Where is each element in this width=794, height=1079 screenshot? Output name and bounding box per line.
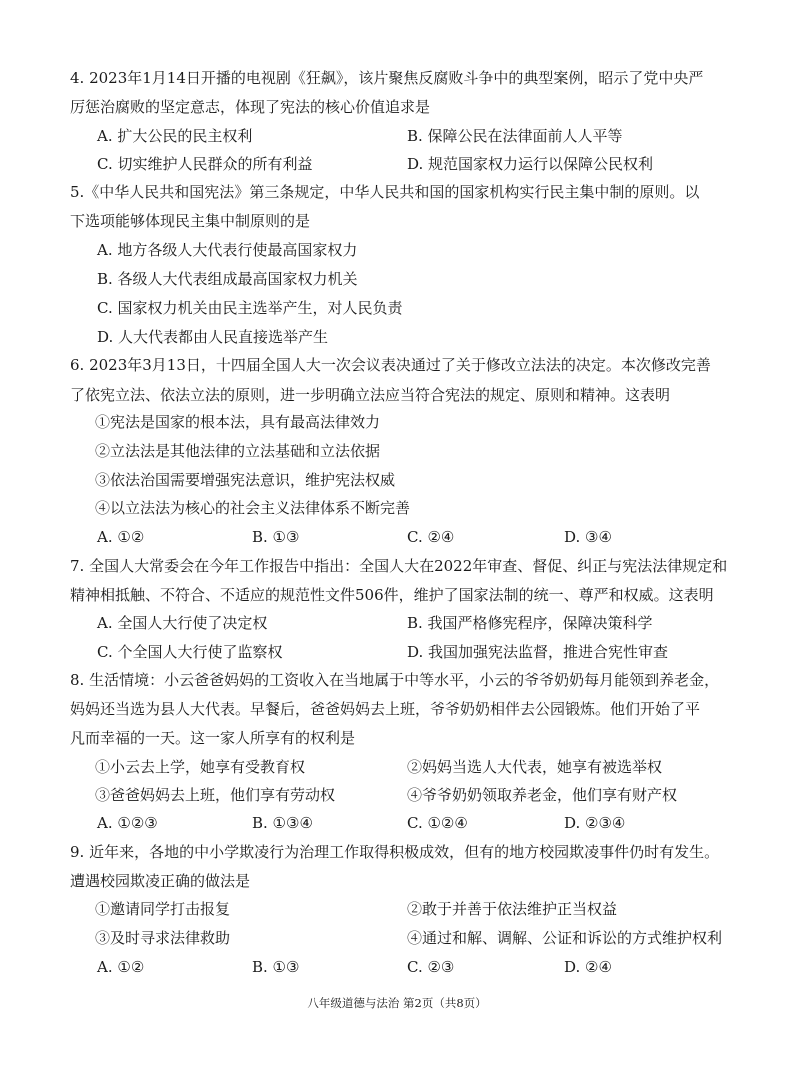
page-footer: 八年级道德与法治 第2页（共8页） — [307, 996, 487, 1010]
q8-statement-3: ③爸爸妈妈去上班，他们享有劳动权 — [95, 786, 336, 804]
q9-statement-4: ④通过和解、调解、公证和诉讼的方式维护权利 — [407, 929, 723, 947]
q8-option-a: A. ①②③ — [97, 814, 158, 832]
q6-statement-2: ②立法法是其他法律的立法基础和立法依据 — [95, 442, 381, 460]
q9-option-a: A. ①② — [97, 958, 145, 976]
q8-stem-line-2: 妈妈还当选为县人大代表。早餐后，爸爸妈妈去上班，爷爷奶奶相伴去公园锻炼。他们开始了平 — [70, 700, 701, 718]
q5-stem-line-1: 5.《中华人民共和国宪法》第三条规定，中华人民共和国的国家机构实行民主集中制的原则。以 — [70, 183, 700, 201]
q9-statement-2: ②敢于并善于依法维护正当权益 — [407, 900, 618, 918]
q5-stem-line-2: 下选项能够体现民主集中制原则的是 — [70, 212, 311, 230]
q6-option-a: A. ①② — [97, 528, 145, 546]
q8-stem-line-1: 8. 生活情境：小云爸爸妈妈的工资收入在当地属于中等水平，小云的爷爷奶奶每月能领到养老金， — [70, 671, 720, 689]
q8-option-d: D. ②③④ — [564, 814, 626, 832]
q6-stem-line-1: 6. 2023年3月13日，十四届全国人大一次会议表决通过了关于修改立法法的决定。本次修改完善 — [70, 356, 711, 374]
q8-statement-1: ①小云去上学，她享有受教育权 — [95, 758, 306, 776]
q4-stem-line-2: 厉惩治腐败的坚定意志，体现了宪法的核心价值追求是 — [70, 98, 431, 116]
q5-option-a: A. 地方各级人大代表行使最高国家权力 — [97, 241, 358, 259]
q4-option-c: C. 切实维护人民群众的所有利益 — [97, 155, 313, 173]
q7-option-b: B. 我国严格修宪程序，保障决策科学 — [407, 614, 653, 632]
q4-stem-line-1: 4. 2023年1月14日开播的电视剧《狂飙》，该片聚焦反腐败斗争中的典型案例，昭示了党中央严 — [70, 69, 704, 87]
q8-option-b: B. ①③④ — [252, 814, 313, 832]
q7-option-c: C. 个全国人大行使了监察权 — [97, 643, 283, 661]
q9-statement-1: ①邀请同学打击报复 — [95, 900, 231, 918]
q4-option-d: D. 规范国家权力运行以保障公民权利 — [407, 155, 654, 173]
q9-stem-line-2: 遭遇校园欺凌正确的做法是 — [70, 872, 251, 890]
q9-option-c: C. ②③ — [407, 958, 455, 976]
q9-stem-line-1: 9. 近年来，各地的中小学欺凌行为治理工作取得积极成效，但有的地方校园欺凌事件仍时有发生。 — [70, 843, 720, 861]
q7-stem-line-1: 7. 全国人大常委会在今年工作报告中指出：全国人大在2022年审查、督促、纠正与宪法法律规定和 — [70, 557, 728, 575]
q8-statement-4: ④爷爷奶奶领取养老金，他们享有财产权 — [407, 786, 678, 804]
q7-stem-line-2: 精神相抵触、不符合、不适应的规范性文件506件，维护了国家法制的统一、尊严和权威。这表明 — [70, 586, 714, 604]
q6-option-d: D. ③④ — [564, 528, 612, 546]
q8-statement-2: ②妈妈当选人大代表，她享有被选举权 — [407, 758, 663, 776]
q5-option-b: B. 各级人大代表组成最高国家权力机关 — [97, 270, 358, 288]
q7-option-a: A. 全国人大行使了决定权 — [97, 614, 268, 632]
q9-option-b: B. ①③ — [252, 958, 300, 976]
q6-stem-line-2: 了依宪立法、依法立法的原则，进一步明确立法应当符合宪法的规定、原则和精神。这表明 — [70, 386, 671, 404]
q8-option-c: C. ①②④ — [407, 814, 468, 832]
q9-statement-3: ③及时寻求法律救助 — [95, 929, 231, 947]
q6-statement-3: ③依法治国需要增强宪法意识，维护宪法权威 — [95, 471, 396, 489]
q4-option-b: B. 保障公民在法律面前人人平等 — [407, 127, 623, 145]
q7-option-d: D. 我国加强宪法监督，推进合宪性审查 — [407, 643, 669, 661]
q8-stem-line-3: 凡而幸福的一天。这一家人所享有的权利是 — [70, 729, 356, 747]
q9-option-d: D. ②④ — [564, 958, 612, 976]
q6-statement-4: ④以立法法为核心的社会主义法律体系不断完善 — [95, 499, 411, 517]
q6-statement-1: ①宪法是国家的根本法，具有最高法律效力 — [95, 413, 381, 431]
q5-option-d: D. 人大代表都由人民直接选举产生 — [97, 328, 329, 346]
q4-option-a: A. 扩大公民的民主权利 — [97, 127, 253, 145]
q6-option-c: C. ②④ — [407, 528, 455, 546]
q6-option-b: B. ①③ — [252, 528, 300, 546]
q5-option-c: C. 国家权力机关由民主选举产生，对人民负责 — [97, 299, 403, 317]
